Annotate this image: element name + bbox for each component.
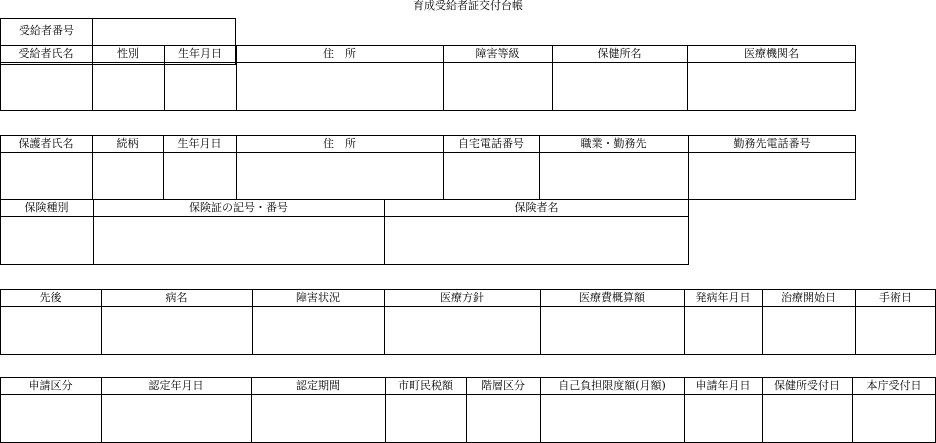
header-disease-name: 病名 [165, 291, 188, 304]
header-disability-status: 障害状況 [296, 291, 340, 304]
header-work-phone: 勤務先電話番号 [733, 137, 811, 150]
header-onset-date: 発病年月日 [695, 291, 751, 304]
header-insurance-card-number: 保険証の記号・番号 [189, 201, 288, 214]
header-municipal-tax: 市町民税額 [398, 379, 453, 392]
header-birth-date: 生年月日 [178, 47, 222, 60]
header-guardian-birth-date: 生年月日 [177, 137, 222, 150]
recipient-number-field[interactable] [93, 19, 235, 45]
header-occupation: 職業・勤務先 [580, 137, 647, 150]
header-copay-limit: 自己負担限度額(月額) [558, 379, 666, 392]
recipient-number-label: 受給者番号 [19, 24, 74, 37]
header-application-type: 申請区分 [28, 379, 73, 392]
header-relationship: 続柄 [116, 137, 139, 150]
header-order: 先後 [39, 291, 62, 304]
header-certification-date: 認定年月日 [148, 379, 204, 392]
header-tier: 階層区分 [481, 379, 525, 392]
header-disability-grade: 障害等級 [475, 47, 520, 60]
header-address: 住 所 [323, 47, 356, 60]
header-gender: 性別 [117, 47, 139, 60]
header-guardian-name: 保護者氏名 [18, 137, 74, 150]
header-application-date: 申請年月日 [695, 379, 751, 392]
header-surgery-date: 手術日 [879, 291, 912, 304]
header-insurer-name: 保険者名 [514, 201, 559, 214]
header-certification-period: 認定期間 [296, 379, 340, 392]
header-recipient-name: 受給者氏名 [18, 47, 74, 60]
header-estimated-cost: 医療費概算額 [579, 291, 645, 304]
header-treatment-policy: 医療方針 [440, 291, 484, 304]
header-treatment-start: 治療開始日 [781, 291, 836, 304]
header-medical-institution: 医療機関名 [744, 47, 799, 60]
page-title: 育成受給者証交付台帳 [413, 0, 523, 12]
header-guardian-address: 住 所 [323, 137, 356, 150]
header-health-center: 保健所名 [597, 47, 642, 60]
header-insurance-type: 保険種別 [24, 201, 69, 214]
header-head-office-received: 本庁受付日 [866, 379, 922, 392]
header-health-center-received: 保健所受付日 [774, 379, 840, 392]
header-home-phone: 自宅電話番号 [458, 137, 524, 150]
